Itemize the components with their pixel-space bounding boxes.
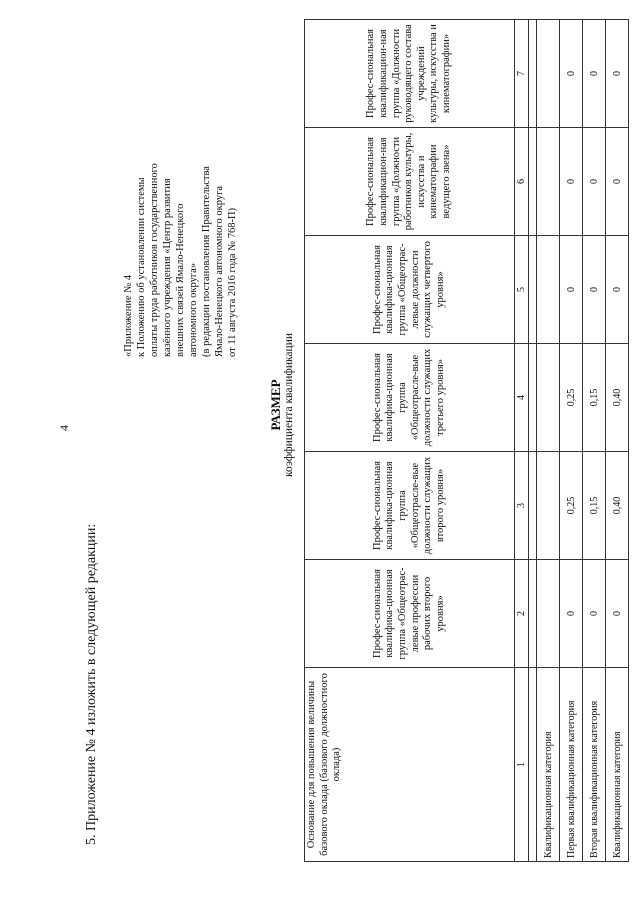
appendix-line: казённого учреждения «Центр развития: [162, 178, 173, 357]
table-row: [583, 20, 606, 862]
row-value: 0: [583, 560, 606, 668]
row-value: 0: [560, 236, 583, 344]
row-value: 0,25: [560, 452, 583, 560]
row-value: 0: [583, 20, 606, 128]
appendix-line: автономного округа»: [188, 262, 199, 357]
appendix-line: оплаты труда работников государственного: [149, 163, 160, 357]
row-value: [537, 452, 560, 560]
coefficient-table: [304, 19, 629, 862]
row-value: 0: [583, 128, 606, 236]
column-number: 5: [515, 236, 529, 344]
header-cell-basis: Основание для повышения величины базового оклада (базового должностного оклада): [305, 668, 515, 862]
table-row: [560, 20, 583, 862]
row-value: 0: [606, 560, 629, 668]
column-number: 6: [515, 128, 529, 236]
row-label: Квалификационная категория: [537, 668, 560, 862]
appendix-line: к Положению об установлении системы: [136, 177, 147, 357]
row-value: [537, 236, 560, 344]
header-cell-group: Профес-сиональная квалифика-ционная группа «Общеотрас-левые должности служащих четвертого уровня»: [305, 236, 515, 344]
row-value: 0,40: [606, 452, 629, 560]
header-cell-group: Профес-сиональная квалифика-ционная группа «Общеотрас-левые профессии рабочих второго уровня»: [305, 560, 515, 668]
row-value: 0: [560, 20, 583, 128]
row-value: 0: [606, 236, 629, 344]
table-row: [537, 20, 560, 862]
row-label: Вторая квалификационная категория: [583, 668, 606, 862]
row-value: 0: [606, 20, 629, 128]
appendix-line: (в редакции постановления Правительства: [201, 166, 212, 357]
row-value: [537, 128, 560, 236]
column-number: 1: [515, 668, 529, 862]
header-cell-group: Профес-сиональная квалификацион-ная группа «Должности работников культуры, искусства и кинематографии ведущего звена»: [305, 128, 515, 236]
spacer-cell: [529, 668, 537, 862]
spacer-cell: [529, 20, 537, 128]
page-number: 4: [57, 425, 71, 431]
spacer-row: [529, 20, 537, 862]
table-header-row: [305, 20, 515, 862]
header-cell-group: Профес-сиональная квалифика-ционная группа «Общеотрасле-вые должности служащих третьего уровня»: [305, 344, 515, 452]
spacer-cell: [529, 452, 537, 560]
appendix-line: «Приложение № 4: [123, 274, 134, 357]
spacer-cell: [529, 236, 537, 344]
intro-text: 5. Приложение № 4 изложить в следующей редакции:: [84, 523, 99, 845]
row-value: 0,25: [560, 344, 583, 452]
spacer-cell: [529, 128, 537, 236]
header-cell-group: Профес-сиональная квалифика-ционная группа «Общеотрасле-вые должности служащих второго уровня»: [305, 452, 515, 560]
spacer-cell: [529, 344, 537, 452]
table-title: РАЗМЕР: [268, 379, 283, 431]
row-value: 0: [583, 236, 606, 344]
appendix-line: внешних связей Ямало-Ненецкого: [175, 203, 186, 357]
column-number: 7: [515, 20, 529, 128]
appendix-line: Ямало-Ненецкого автономного округа: [214, 185, 225, 357]
table-row: [606, 20, 629, 862]
appendix-line: от 11 августа 2016 года № 768-П): [227, 207, 238, 357]
table-subtitle: коэффициента квалификации: [283, 333, 295, 478]
row-value: [537, 560, 560, 668]
row-value: 0: [560, 560, 583, 668]
row-value: [537, 20, 560, 128]
row-label: Квалификационная категория: [606, 668, 629, 862]
row-value: [537, 344, 560, 452]
column-number-row: [515, 20, 529, 862]
spacer-cell: [529, 560, 537, 668]
row-value: 0,15: [583, 452, 606, 560]
header-cell-group: Профес-сиональная квалификацион-ная группа «Должности руководящего состава учреждений культуры, искусства и кинематографии»: [305, 20, 515, 128]
row-value: 0,15: [583, 344, 606, 452]
appendix-block: [122, 37, 239, 357]
row-value: 0: [606, 128, 629, 236]
column-number: 2: [515, 560, 529, 668]
column-number: 4: [515, 344, 529, 452]
row-value: 0: [560, 128, 583, 236]
row-label: Первая квалификационная категория: [560, 668, 583, 862]
row-value: 0,40: [606, 344, 629, 452]
column-number: 3: [515, 452, 529, 560]
